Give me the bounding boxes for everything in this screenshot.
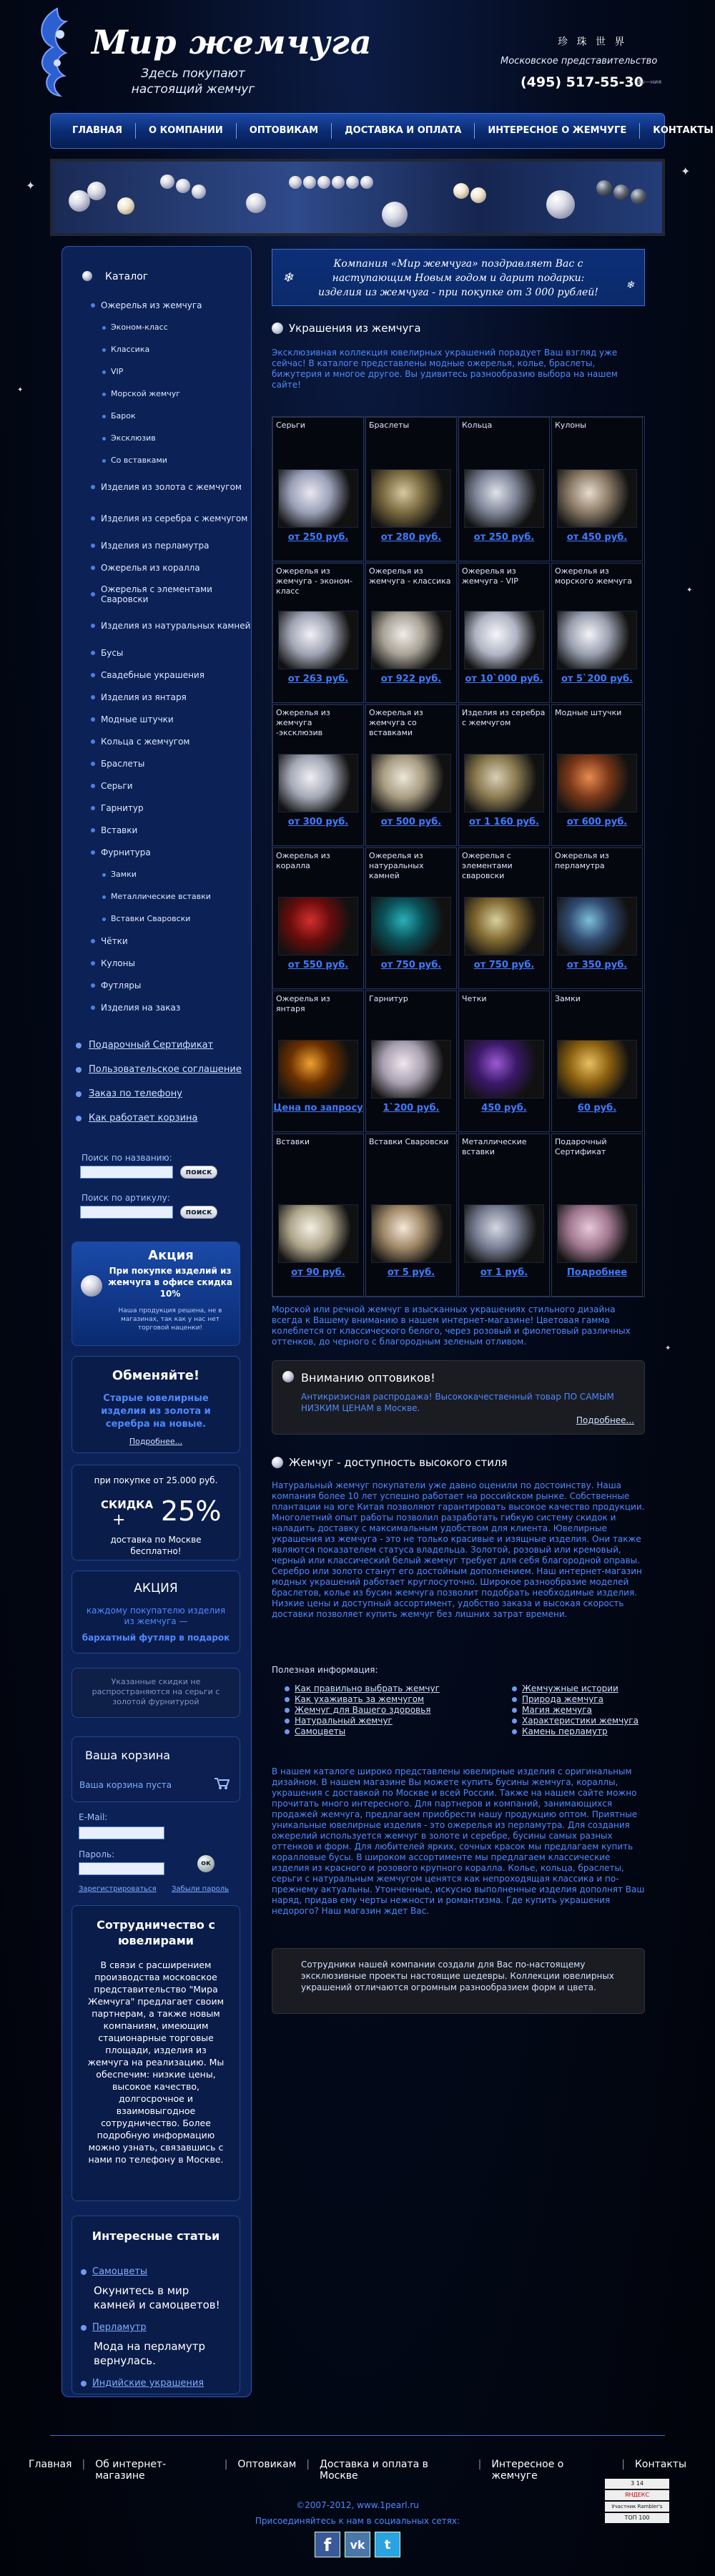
catalog-cell-price[interactable]: от 250 руб.	[287, 532, 349, 543]
footer-divider	[50, 2435, 665, 2436]
catalog-cell[interactable]	[551, 563, 643, 703]
footer-link-wholesale[interactable]: Оптовикам	[237, 2459, 297, 2470]
phone-note: Вы—ния	[636, 79, 662, 85]
promo-note: Наша продукция решена, не в магазинах, так как у нас нет торговой наценки!	[118, 1307, 222, 1332]
catalog-cell-photo[interactable]	[464, 1204, 544, 1263]
catalog-cell-title[interactable]: Ожерелья из жемчуга - классика	[369, 566, 451, 586]
category-item[interactable]: Эксклюзив	[62, 427, 252, 449]
search-name-label: Поиск по названию:	[82, 1153, 172, 1163]
email-input[interactable]	[79, 1827, 164, 1839]
category-item[interactable]: Футляры	[62, 974, 252, 996]
catalog-cell-photo[interactable]	[371, 897, 451, 955]
wholesale-box[interactable]	[272, 1360, 645, 1435]
bullet-icon	[76, 1091, 82, 1097]
catalog-cell[interactable]	[458, 704, 550, 846]
counter-badge[interactable]: 3 14	[605, 2479, 669, 2489]
catalog-cell-title[interactable]: Вставки Сваровски	[369, 1137, 449, 1146]
star-decoration: ✦	[681, 164, 691, 178]
promo-box[interactable]	[72, 1242, 240, 1346]
vkontakte-icon[interactable]: vk	[345, 2532, 370, 2557]
catalog-cell-photo[interactable]	[557, 1040, 637, 1098]
catalog-cell[interactable]	[458, 990, 550, 1132]
useful-link[interactable]: Магия жемчуга	[512, 1705, 655, 1716]
useful-links-right	[512, 1683, 655, 1737]
catalog-cell[interactable]	[365, 847, 457, 989]
category-item[interactable]: Бусы	[62, 641, 252, 664]
catalog-cell-photo[interactable]	[371, 469, 451, 528]
wholesale-text: Антикризисная распродажа! Высококачественный товар ПО САМЫМ НИЗКИМ ЦЕНАМ в Москве.	[301, 1392, 614, 1413]
gift-certificate-link[interactable]: Подарочный Сертификат	[61, 1040, 297, 1051]
catalog-cell-title[interactable]: Кольца	[462, 421, 493, 430]
cart-icon	[214, 1777, 230, 1790]
catalog-cell-price[interactable]: Подробнее	[566, 1267, 628, 1278]
catalog-cell-title[interactable]: Подарочный Сертификат	[555, 1137, 607, 1156]
exchange-title: Обменяйте!	[112, 1368, 200, 1383]
catalog-cell-price[interactable]: от 350 руб.	[566, 960, 628, 970]
category-item[interactable]: Чётки	[62, 930, 252, 952]
catalog-cell-photo[interactable]	[557, 754, 637, 812]
exchange-text: Старые ювелирные изделия из золота и серебра на новые.	[101, 1393, 211, 1430]
catalog-cell-photo[interactable]	[464, 611, 544, 669]
bullet-icon	[81, 2269, 87, 2275]
useful-link[interactable]: Природа жемчуга	[512, 1694, 655, 1705]
catalog-cell[interactable]	[458, 563, 550, 703]
category-item[interactable]: Вставки Сваровски	[62, 908, 252, 930]
password-label: Пароль:	[79, 1849, 115, 1859]
category-item[interactable]: Классика	[62, 338, 252, 360]
catalog-cell[interactable]	[272, 417, 364, 561]
catalog-cell-price[interactable]: от 5`200 руб.	[561, 674, 633, 684]
footer-link-interesting[interactable]: Интересное о жемчуге	[491, 2459, 564, 2482]
catalog-cell-title[interactable]: Ожерелья из жемчуга - эконом-класс	[276, 566, 353, 596]
nav-interesting[interactable]: ИНТЕРЕСНОЕ О ЖЕМЧУГЕ	[475, 123, 640, 139]
catalog-cell-price[interactable]: от 263 руб.	[287, 674, 349, 684]
catalog-cell[interactable]	[551, 417, 643, 561]
search-article-button[interactable]: поиск	[180, 1206, 217, 1219]
catalog-cell-price[interactable]: от 750 руб.	[380, 960, 442, 970]
catalog-cell-title[interactable]: Гарнитур	[369, 994, 408, 1003]
category-item[interactable]: Ожерелья из жемчуга	[62, 294, 252, 316]
email-label: E-Mail:	[79, 1812, 108, 1822]
article2-text: В нашем каталоге широко представлены ювелирные изделия с оригинальным дизайном. В нашем магазине Вы можете купить бусины жемчуга, кораллы, украшения с доставкой по Москве и всей России. Также на нашем сайте можно прочитать много интересного. Для партнеров и компаний, занимающихся продажей жемчуга, предлагаем приобрести нашу продукцию оптом. Приятные уникальные ювелирные изделия - это ожерелья из перламутра. Для создания ожерелий используется жемчуг в золоте и серебре, бусины самых разных оттенков и форм. Для любителей ярких, сочных красок мы предлагаем купить коралловые бусы. В широком ассортименте мы предлагаем классические изделия из красного и розового крупного коралла. Колье, кольца, браслеты, серьги с натуральным жемчугом ценятся как непроходящая классика и по-прежнему актуальны. Утонченные, искусно выполненные изделия дополнят Ваш наряд, придав ему черты нежности и романтизма. Где купить украшения недорого? Наш магазин ждет Вас.	[272, 1766, 645, 1916]
discount-note-text: Указанные скидки не распространяются на серьги с золотой фурнитурой	[92, 1677, 220, 1706]
discount-text-top: при покупке от 25.000 руб.	[94, 1475, 218, 1485]
catalog-cell-price[interactable]: от 500 руб.	[380, 817, 442, 827]
catalog-cell-price[interactable]: от 90 руб.	[291, 1267, 345, 1278]
bullet-icon	[76, 1067, 82, 1073]
discount-note-box	[72, 1668, 240, 1718]
catalog-cell-photo[interactable]	[464, 469, 544, 528]
catalog-cell-price[interactable]: от 280 руб.	[380, 532, 442, 543]
catalog-cell-photo[interactable]	[371, 611, 451, 669]
coop-title: Сотрудничество с ювелирами	[97, 1918, 215, 1947]
category-item[interactable]: Со вставками	[62, 449, 252, 471]
catalog-cell[interactable]	[458, 1134, 550, 1297]
snowflake-icon: ❄	[282, 270, 294, 285]
category-item[interactable]: Модные штучки	[62, 708, 252, 730]
catalog-cell[interactable]	[551, 1134, 643, 1297]
bullet-icon	[81, 2325, 87, 2331]
catalog-cell-photo[interactable]	[557, 469, 637, 528]
catalog-cell-title[interactable]: Ожерелья из жемчуга -эксклюзив	[276, 708, 330, 737]
footer-link-delivery[interactable]: Доставка и оплата в Москве	[319, 2459, 428, 2482]
category-item[interactable]: Изделия из натуральных камней	[62, 610, 252, 641]
cart-title: Ваша корзина	[85, 1749, 171, 1762]
category-item[interactable]: Металлические вставки	[62, 885, 252, 908]
star-decoration: ✦	[26, 179, 36, 192]
category-item[interactable]: Барок	[62, 405, 252, 427]
catalog-cell-title[interactable]: Серьги	[276, 421, 305, 430]
category-item[interactable]: Морской жемчуг	[62, 383, 252, 405]
footer-link-home[interactable]: Главная	[29, 2459, 72, 2470]
pearl-bullet-icon	[82, 271, 92, 281]
intro-text: Эксклюзивная коллекция ювелирных украшений порадует Ваш взгляд уже сейчас! В каталоге представлены модные ожерелья, колье, браслеты, бижутерия и многое другое. Вы удивитесь разнообразию выбора на нашем сайте!	[272, 348, 618, 390]
banner-text: Компания «Мир жемчуга» поздравляет Вас с наступающим Новым годом и дарит подарки: изделия из жемчуга - при покупке от 3 000 рублей!	[318, 258, 598, 298]
bottom-note-text: Сотрудники нашей компании создали для Вас по-настоящему эксклюзивные проекты настоящие шедевры. Коллекции ювелирных украшений отличаются огромным разнообразием форм и цвета.	[301, 1960, 614, 1992]
catalog-cell-price[interactable]: от 922 руб.	[380, 674, 442, 684]
catalog-cell-price[interactable]: от 600 руб.	[566, 817, 628, 827]
catalog-cell-photo[interactable]	[464, 754, 544, 812]
catalog-cell-title[interactable]: Замки	[555, 994, 581, 1003]
nav-home[interactable]: ГЛАВНАЯ	[59, 123, 136, 139]
phone-number: (495) 517-55-30	[521, 74, 644, 90]
nav-delivery[interactable]: ДОСТАВКА И ОПЛАТА	[332, 123, 475, 139]
bottom-note-box	[272, 1948, 645, 2014]
catalog-cell-title[interactable]: Ожерелья из морского жемчуга	[555, 566, 632, 586]
category-list	[62, 294, 252, 1018]
chinese-title: 珍 珠 世 界	[558, 36, 628, 48]
copyright: ©2007-2012, www.1pearl.ru	[296, 2500, 419, 2510]
useful-link[interactable]: Самоцветы	[285, 1726, 449, 1737]
catalog-cell-title[interactable]: Браслеты	[369, 421, 410, 430]
useful-link[interactable]: Камень перламутр	[512, 1726, 655, 1737]
catalog-cell-title[interactable]: Металлические вставки	[462, 1137, 527, 1156]
catalog-cell-price[interactable]: от 250 руб.	[473, 532, 535, 543]
wholesale-more-link[interactable]: Подробнее...	[576, 1415, 634, 1425]
catalog-cell[interactable]	[551, 990, 643, 1132]
catalog-cell-price[interactable]: от 10`000 руб.	[465, 674, 543, 684]
catalog-cell[interactable]	[272, 563, 364, 703]
catalog-cell-title[interactable]: Ожерелья из перламутра	[555, 851, 609, 870]
catalog-cell-title[interactable]: Четки	[462, 994, 487, 1003]
article-desc: Мода на перламутр вернулась.	[94, 2340, 206, 2367]
catalog-cell-photo[interactable]	[371, 1040, 451, 1098]
bullet-icon	[76, 1043, 82, 1048]
catalog-cell[interactable]	[365, 563, 457, 703]
catalog-cell-title[interactable]: Модные штучки	[555, 708, 622, 717]
discount-box	[72, 1465, 240, 1560]
catalog-cell-price[interactable]: 450 руб.	[481, 1103, 527, 1114]
catalog-cell[interactable]	[551, 704, 643, 846]
category-item[interactable]: Свадебные украшения	[62, 664, 252, 686]
category-item[interactable]: Фурнитура	[62, 841, 252, 863]
category-item[interactable]: Эконом-класс	[62, 316, 252, 338]
pearl-ornament-icon	[81, 1275, 102, 1297]
catalog-cell-photo[interactable]	[557, 897, 637, 955]
catalog-cell-price[interactable]: 60 руб.	[577, 1103, 617, 1114]
catalog-cell-title[interactable]: Ожерелья из коралла	[276, 851, 330, 870]
register-link[interactable]: Зарегистрироваться	[79, 1885, 157, 1893]
catalog-cell-title[interactable]: Ожерелья из жемчуга со вставками	[369, 708, 423, 737]
category-item[interactable]: Изделия из серебра с жемчугом	[62, 503, 252, 534]
useful-links-left	[285, 1683, 449, 1737]
catalog-cell[interactable]	[365, 704, 457, 846]
footer-link-about[interactable]: Об интернет-магазине	[95, 2459, 167, 2482]
twitter-icon[interactable]: t	[375, 2532, 400, 2557]
articles-box	[72, 2216, 240, 2394]
logo-emblem[interactable]	[29, 6, 86, 99]
catalog-cell-title[interactable]: Вставки	[276, 1137, 310, 1146]
star-decoration: ✦	[686, 586, 693, 594]
catalog-cell-photo[interactable]	[557, 1204, 637, 1263]
catalog-cell-price[interactable]: от 5 руб.	[387, 1267, 435, 1278]
category-item[interactable]: Вставки	[62, 819, 252, 841]
catalog-cell-photo[interactable]	[371, 1204, 451, 1263]
article-link-samotsvety[interactable]: Самоцветы	[92, 2266, 147, 2277]
catalog-cell[interactable]	[272, 847, 364, 989]
category-item[interactable]: Браслеты	[62, 752, 252, 775]
site-slogan: Здесь покупают настоящий жемчуг	[131, 67, 255, 97]
catalog-cell-title[interactable]: Ожерелья из жемчуга - VIP	[462, 566, 518, 586]
catalog-cell[interactable]	[365, 990, 457, 1132]
category-item[interactable]: Серьги	[62, 775, 252, 797]
new-year-banner[interactable]	[272, 249, 645, 306]
catalog-cell[interactable]	[365, 417, 457, 561]
catalog-cell-title[interactable]: Ожерелья с элементами сваровски	[462, 851, 513, 880]
category-item[interactable]: Ожерелья из коралла	[62, 556, 252, 579]
catalog-cell[interactable]	[272, 1134, 364, 1297]
bullet-icon	[76, 1116, 82, 1121]
article-link-perlamutr[interactable]: Перламутр	[92, 2322, 147, 2333]
velvet-case-action-box	[72, 1570, 240, 1653]
heading-accessibility: Жемчуг - доступность высокого стиля	[272, 1456, 508, 1469]
action2-text: каждому покупателю изделия из жемчуга —	[86, 1606, 226, 1626]
article-desc: Окунитесь в мир камней и самоцветов!	[94, 2284, 220, 2311]
catalog-cell-price[interactable]: Цена по запросу	[273, 1103, 363, 1114]
article-link-indian[interactable]: Индийские украшения	[92, 2378, 204, 2389]
nav-about[interactable]: О КОМПАНИИ	[136, 123, 237, 139]
category-item[interactable]: Изделия из янтаря	[62, 686, 252, 708]
discount-text-bottom: доставка по Москве бесплатно!	[110, 1535, 202, 1556]
catalog-cell[interactable]	[458, 417, 550, 561]
top100-badge[interactable]: ТОП 100	[605, 2513, 669, 2523]
catalog-cell-photo[interactable]	[557, 611, 637, 669]
cart-howto-link[interactable]: Как работает корзина	[61, 1113, 297, 1124]
star-decoration: ✦	[665, 1344, 671, 1352]
bullet-icon	[81, 2381, 87, 2386]
category-item[interactable]: Кольца с жемчугом	[62, 730, 252, 752]
catalog-cell-photo[interactable]	[278, 897, 358, 955]
search-name-button[interactable]: поиск	[180, 1166, 217, 1179]
useful-link[interactable]: Натуральный жемчуг	[285, 1716, 449, 1726]
catalog-grid	[272, 416, 645, 1297]
articles-title: Интересные статьи	[92, 2229, 220, 2243]
search-article-input[interactable]	[80, 1206, 173, 1219]
pearl-banner-image	[50, 159, 665, 236]
catalog-cell-price[interactable]: от 450 руб.	[566, 532, 628, 543]
catalog-cell-photo[interactable]	[464, 1040, 544, 1098]
rambler-badge[interactable]: Участник Rambler's	[605, 2502, 669, 2512]
category-item[interactable]: Изделия из перламутра	[62, 534, 252, 556]
promo-text: При покупке изделий из жемчуга в офисе скидка 10%	[108, 1266, 232, 1299]
catalog-cell-photo[interactable]	[278, 611, 358, 669]
site-title: Мир жемчуга	[92, 23, 373, 62]
catalog-cell-title[interactable]: Ожерелья из натуральных камней	[369, 851, 424, 880]
catalog-cell[interactable]	[551, 847, 643, 989]
cart-empty-text: Ваша корзина пуста	[79, 1780, 172, 1790]
login-ok-button[interactable]: ок	[197, 1855, 214, 1872]
catalog-cell-photo[interactable]	[278, 754, 358, 812]
catalog-cell-price[interactable]: от 750 руб.	[473, 960, 535, 970]
catalog-cell-title[interactable]: Кулоны	[555, 421, 586, 430]
catalog-heading[interactable]: Каталог	[82, 271, 148, 282]
category-item[interactable]: Замки	[62, 863, 252, 885]
after-grid-text: Морской или речной жемчуг в изысканных украшениях стильного дизайна всегда к Вашему вниманию в нашем интернет-магазине! Цветовая гамма колеблется от классического белого, через розовый и фиолетовый различных оттенков, до черного с благородным зеленым отливом.	[272, 1304, 631, 1347]
nav-wholesale[interactable]: ОПТОВИКАМ	[237, 123, 332, 139]
pearl-bullet-icon	[282, 1371, 294, 1382]
facebook-icon[interactable]: f	[315, 2532, 340, 2557]
catalog-cell-price[interactable]: 1`200 руб.	[383, 1103, 440, 1114]
phone-order-link[interactable]: Заказ по телефону	[61, 1088, 297, 1099]
useful-link[interactable]: Жемчуг для Вашего здоровья	[285, 1705, 449, 1716]
top-navigation	[50, 113, 714, 149]
user-agreement-link[interactable]: Пользовательское соглашение	[61, 1064, 297, 1075]
useful-link[interactable]: Как ухаживать за жемчугом	[285, 1694, 449, 1705]
cooperation-box	[72, 1905, 240, 2201]
footer-navigation: Главная | Об интернет-магазине | Оптовикам | Доставка и оплата в Москве | Интересное о жемчуге | Контакты	[29, 2459, 686, 2482]
star-decoration: ✦	[17, 386, 24, 394]
article-text: Натуральный жемчуг покупатели уже давно оценили по достоинству. Наша компания более 10 лет успешно работает на российском рынке. Собственные плантации на юге Китая позволяют гарантировать высокое качество продукции. Многолетний опыт работы позволил разработать гибкую систему скидок и наладить доставку с максимальным удобством для клиента. Ювелирные украшения из жемчуга - это не только красивые и изящные изделия. Они также являются показателем статуса владельца. Золотой, розовый или кремовый, черный или классический белый жемчуг требует для себя благородной оправы. Серебро или золото станут его достойным дополнением. Наш интернет-магазин модных украшений работает круглосуточно. Широкое разнообразие моделей браслетов, колье из бусин жемчуга позволит подобрать необходимые изделия. Низкие цены и доступный ассортимент, удобство заказа и высокая скорость доставки позволяет купить жемчуг без лишних затрат времени.	[272, 1480, 645, 1619]
search-article-label: Поиск по артикулу:	[82, 1193, 170, 1203]
exchange-box[interactable]	[72, 1356, 240, 1453]
useful-link[interactable]: Характеристики жемчуга	[512, 1716, 655, 1726]
action2-title: АКЦИЯ	[134, 1581, 178, 1596]
catalog-cell-price[interactable]: от 300 руб.	[287, 817, 349, 827]
yandex-badge[interactable]: ЯНДЕКС	[605, 2490, 669, 2500]
category-item[interactable]: Гарнитур	[62, 797, 252, 819]
password-input[interactable]	[79, 1862, 164, 1875]
catalog-cell-title[interactable]: Изделия из серебра с жемчугом	[462, 708, 546, 727]
nav-contacts[interactable]: КОНТАКТЫ	[653, 125, 714, 136]
cart-box[interactable]	[72, 1736, 240, 1802]
representation-text: Московское представительство	[500, 56, 658, 67]
coop-text: В связи с расширением производства московское представительство "Мира Жемчуга" предлагает своим партнерам, а также новым компаниям, имеющим стационарные торговые площади, изделия из жемчуга на реализацию. Мы обеспечим: низкие цены, высокое качество, долгосрочное и взаимовыгодное сотрудничество. Более подробную информацию можно узнать, связавшись с нами по телефону в Москве.	[87, 1960, 225, 2165]
discount-percent: 25%	[161, 1495, 222, 1527]
counter-badges[interactable]	[605, 2479, 669, 2525]
catalog-cell[interactable]	[458, 847, 550, 989]
discount-skidka: СКИДКА	[101, 1498, 154, 1511]
wholesale-title: Вниманию оптовиков!	[301, 1371, 435, 1385]
catalog-cell-photo[interactable]	[371, 754, 451, 812]
forgot-password-link[interactable]: Забыли пароль	[172, 1885, 230, 1893]
catalog-cell-photo[interactable]	[278, 469, 358, 528]
catalog-cell-photo[interactable]	[278, 1040, 358, 1098]
catalog-cell[interactable]	[272, 990, 364, 1132]
catalog-cell[interactable]	[272, 704, 364, 846]
useful-link[interactable]: Жемчужные истории	[512, 1683, 655, 1694]
snowflake-icon: ❄	[626, 280, 634, 291]
catalog-cell-title[interactable]: Ожерелья из янтаря	[276, 994, 330, 1013]
category-item[interactable]: Кулоны	[62, 952, 252, 974]
footer-link-contacts[interactable]: Контакты	[634, 2459, 686, 2470]
category-item[interactable]: Изделия из золота с жемчугом	[62, 471, 252, 503]
discount-plus: +	[112, 1511, 126, 1529]
catalog-cell-photo[interactable]	[464, 897, 544, 955]
catalog-cell-price[interactable]: от 550 руб.	[287, 960, 349, 970]
catalog-cell-price[interactable]: от 1 160 руб.	[468, 817, 540, 827]
action2-gift: бархатный футляр в подарок	[82, 1633, 230, 1643]
category-item[interactable]: Изделия на заказ	[62, 996, 252, 1018]
social-text: Присоединяйтесь к нам в социальных сетях:	[255, 2516, 460, 2526]
search-name-input[interactable]	[80, 1166, 173, 1179]
category-item[interactable]: VIP	[62, 360, 252, 383]
promo-title: Акция	[148, 1248, 194, 1263]
exchange-more-link[interactable]: Подробнее...	[129, 1437, 183, 1446]
catalog-cell-photo[interactable]	[278, 1204, 358, 1263]
category-item[interactable]: Ожерелья с элементами Сваровски	[62, 579, 252, 610]
useful-heading: Полезная информация:	[272, 1665, 378, 1675]
catalog-cell[interactable]	[365, 1134, 457, 1297]
useful-link[interactable]: Как правильно выбрать жемчуг	[285, 1683, 449, 1694]
catalog-cell-price[interactable]: от 1 руб.	[480, 1267, 528, 1278]
heading-jewelry: Украшения из жемчуга	[272, 322, 421, 335]
